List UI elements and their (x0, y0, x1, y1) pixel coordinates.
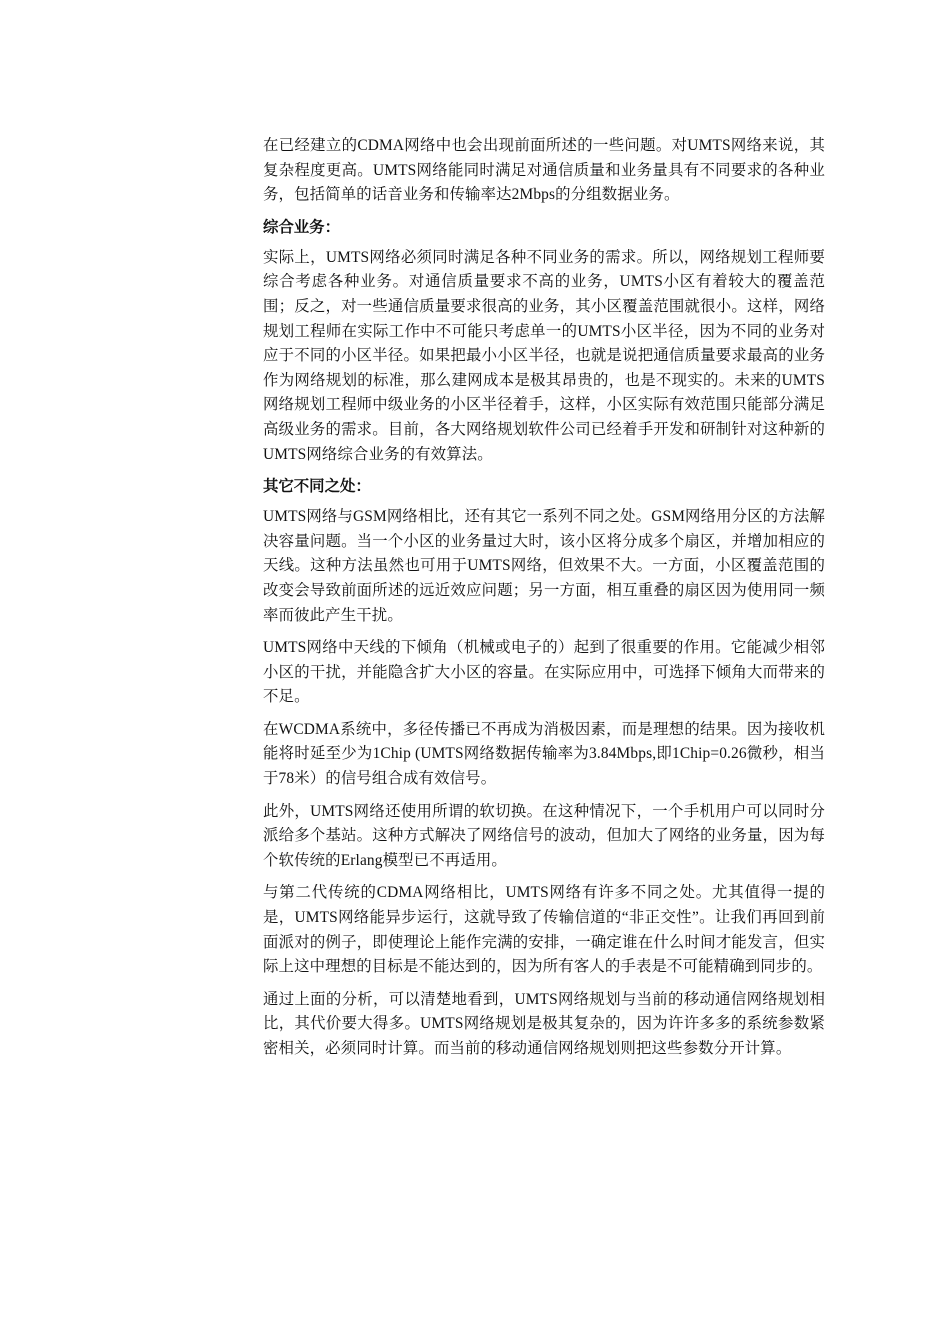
paragraph-intro: 在已经建立的CDMA网络中也会出现前面所述的一些问题。对UMTS网络来说，其复杂程度更高。UMTS网络能同时满足对通信质量和业务量具有不同要求的各种业务，包括简单的话音业务和传输率达2Mbps的分组数据业务。 (263, 137, 825, 204)
paragraph-soft-handover: 此外，UMTS网络还使用所谓的软切换。在这种情况下，一个手机用户可以同时分派给多个基站。这种方式解决了网络信号的波动，但加大了网络的业务量，因为每个软传统的Erlang模型已不再适用。 (263, 802, 825, 869)
paragraph-gsm-comparison: UMTS网络与GSM网络相比，还有其它一系列不同之处。GSM网络用分区的方法解决容量问题。当一个小区的业务量过大时，该小区将分成多个扇区，并增加相应的天线。这种方法虽然也可用于UMTS网络，但效果不大。一方面，小区覆盖范围的改变会导致前面所述的远近效应问题；另一方面，相互重叠的扇区因为使用同一频率而彼此产生干扰。 (263, 508, 825, 624)
section-heading-other-differences: 其它不同之处： (263, 477, 371, 496)
paragraph-async-operation: 与第二代传统的CDMA网络相比，UMTS网络有许多不同之处。尤其值得一提的是，UMTS网络能异步运行，这就导致了传输信道的“非正交性”。让我们再回到前面派对的例子，即使理论上能作完满的安排，一确定谁在什么时间才能发言，但实际上这中理想的目标是不能达到的，因为所有客人的手表是不可能精确到同步的。 (263, 884, 825, 976)
paragraph-antenna-downtilt: UMTS网络中天线的下倾角（机械或电子的）起到了很重要的作用。它能减少相邻小区的干扰，并能隐含扩大小区的容量。在实际应用中，可选择下倾角大而带来的不足。 (263, 639, 825, 706)
section-heading-integrated-services: 综合业务： (263, 217, 340, 236)
paragraph-multipath: 在WCDMA系统中，多径传播已不再成为消极因素，而是理想的结果。因为接收机能将时延至少为1Chip (UMTS网络数据传输率为3.84Mbps,即1Chip=0.26微秒，相当于78米）的信号组合成有效信号。 (263, 720, 825, 788)
paragraph-integrated-services: 实际上，UMTS网络必须同时满足各种不同业务的需求。所以，网络规划工程师要综合考虑各种业务。对通信质量要求不高的业务，UMTS小区有着较大的覆盖范围；反之，对一些通信质量要求很高的业务，其小区覆盖范围就很小。这样，网络规划工程师在实际工作中不可能只考虑单一的UMTS小区半径，因为不同的业务对应于不同的小区半径。如果把最小小区半径，也就是说把通信质量要求最高的业务作为网络规划的标准，那么建网成本是极其昂贵的，也是不现实的。未来的UMTS网络规划工程师中级业务的小区半径着手，这样，小区实际有效范围只能部分满足高级业务的需求。目前，各大网络规划软件公司已经着手开发和研制针对这种新的UMTS网络综合业务的有效算法。 (263, 248, 825, 463)
document-page (263, 134, 825, 1070)
paragraph-conclusion: 通过上面的分析，可以清楚地看到，UMTS网络规划与当前的移动通信网络规划相比，其代价要大得多。UMTS网络规划是极其复杂的，因为许许多多的系统参数紧密相关，必须同时计算。而当前的移动通信网络规划则把这些参数分开计算。 (263, 990, 825, 1057)
